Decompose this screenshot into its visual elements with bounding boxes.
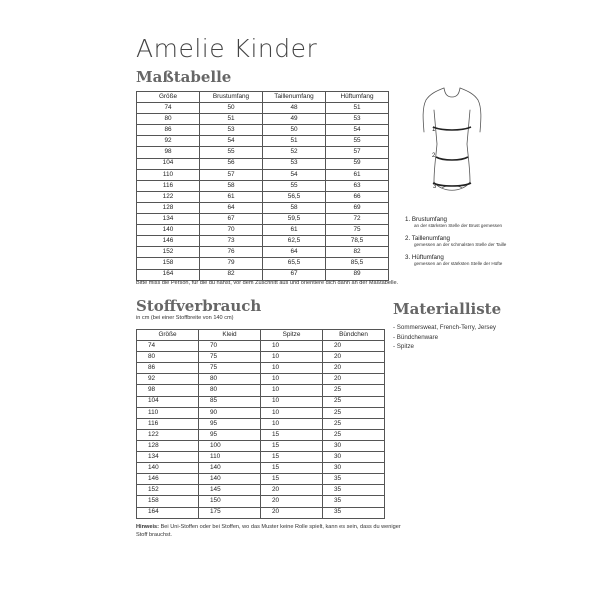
- table-cell: 128: [137, 202, 200, 213]
- legend-item-waist: 2. Taillenumfang gemessen an der schmalsten Stelle der Taille: [405, 234, 507, 248]
- material-item: - Bündchenware: [393, 333, 439, 341]
- table-cell: 75: [199, 352, 261, 363]
- table-row: [137, 180, 389, 191]
- table-cell: 79: [200, 258, 263, 269]
- table-cell: 80: [137, 352, 199, 363]
- table-cell: 100: [199, 440, 261, 451]
- legend-item-hip: 3. Hüftumfang gemessen an der stärksten Stelle der Hüfte: [405, 253, 503, 267]
- table-cell: 146: [137, 474, 199, 485]
- table-cell: 25: [323, 407, 385, 418]
- table-cell: 53: [326, 114, 389, 125]
- table-row: [137, 385, 385, 396]
- materialliste-heading: Materialliste: [393, 300, 502, 318]
- table-cell: 85: [199, 396, 261, 407]
- table-cell: 95: [199, 418, 261, 429]
- table-row: [137, 407, 385, 418]
- table-cell: 82: [200, 269, 263, 280]
- table-row: [137, 158, 389, 169]
- table-row: [137, 363, 385, 374]
- table-cell: 78,5: [326, 236, 389, 247]
- table-row: [137, 496, 385, 507]
- table-cell: 76: [200, 247, 263, 258]
- table-cell: 86: [137, 363, 199, 374]
- table-cell: 20: [261, 507, 323, 518]
- table-cell: 90: [199, 407, 261, 418]
- table-cell: 54: [326, 125, 389, 136]
- table-cell: 110: [199, 452, 261, 463]
- table-row: [137, 452, 385, 463]
- table-cell: 140: [137, 463, 199, 474]
- table-cell: 65,5: [263, 258, 326, 269]
- table-cell: 59: [326, 158, 389, 169]
- masstabelle-heading: Maßtabelle: [136, 68, 232, 86]
- right-torso-outline: [467, 110, 470, 182]
- table-cell: 20: [261, 496, 323, 507]
- table-cell: 15: [261, 440, 323, 451]
- table-cell: 67: [263, 269, 326, 280]
- table-row: [137, 418, 385, 429]
- right-arm-outline: [460, 88, 481, 132]
- table-row: [137, 225, 389, 236]
- table-cell: 25: [323, 429, 385, 440]
- table-cell: 145: [199, 485, 261, 496]
- table-cell: 61: [200, 191, 263, 202]
- table-row: [137, 374, 385, 385]
- table-cell: 55: [200, 147, 263, 158]
- table-cell: 95: [199, 429, 261, 440]
- table-cell: 89: [326, 269, 389, 280]
- material-item: - Sommersweat, French-Terry, Jersey: [393, 324, 497, 331]
- table-cell: 72: [326, 214, 389, 225]
- table-row: [137, 214, 389, 225]
- table-cell: 140: [199, 474, 261, 485]
- table-cell: 74: [137, 103, 200, 114]
- table-cell: 58: [263, 202, 326, 213]
- bust-measurement-line: [433, 127, 471, 130]
- left-arm-outline: [423, 88, 444, 132]
- table-cell: 63: [326, 180, 389, 191]
- document-title: Amelie Kinder: [136, 34, 318, 63]
- table-cell: 59,5: [263, 214, 326, 225]
- table-cell: 20: [323, 352, 385, 363]
- table-cell: 67: [200, 214, 263, 225]
- table-row: [137, 258, 389, 269]
- table-header-row: [137, 92, 389, 103]
- table-cell: 53: [200, 125, 263, 136]
- table-cell: 10: [261, 341, 323, 352]
- table-cell: 25: [323, 418, 385, 429]
- table-cell: 15: [261, 463, 323, 474]
- table-cell: 140: [137, 225, 200, 236]
- hinweis-note: [136, 524, 401, 539]
- table-cell: 80: [199, 385, 261, 396]
- table-cell: 82: [326, 247, 389, 258]
- table-row: [137, 236, 389, 247]
- table-cell: 49: [263, 114, 326, 125]
- hinweis-label: Hinweis:: [136, 524, 160, 530]
- table-cell: 35: [323, 496, 385, 507]
- table-cell: 164: [137, 507, 199, 518]
- stoffverbrauch-subtitle: in cm (bei einer Stoffbreite von 140 cm): [136, 315, 234, 321]
- table-cell: 104: [137, 158, 200, 169]
- table-cell: 20: [323, 363, 385, 374]
- table-row: [137, 429, 385, 440]
- column-header: Größe: [137, 330, 199, 341]
- table-cell: 61: [326, 169, 389, 180]
- column-header: Brustumfang: [200, 92, 263, 103]
- table-cell: 152: [137, 247, 200, 258]
- table-row: [137, 114, 389, 125]
- table-row: [137, 136, 389, 147]
- table-cell: 25: [323, 385, 385, 396]
- table-cell: 86: [137, 125, 200, 136]
- waist-measurement-line: [436, 157, 468, 160]
- table-cell: 51: [263, 136, 326, 147]
- table-cell: 48: [263, 103, 326, 114]
- table-cell: 15: [261, 429, 323, 440]
- table-cell: 110: [137, 169, 200, 180]
- table-cell: 30: [323, 452, 385, 463]
- column-header: Hüftumfang: [326, 92, 389, 103]
- table-row: [137, 202, 389, 213]
- column-header: Größe: [137, 92, 200, 103]
- table-cell: 52: [263, 147, 326, 158]
- marker-1: 1: [432, 127, 436, 133]
- table-cell: 15: [261, 452, 323, 463]
- table-cell: 140: [199, 463, 261, 474]
- table-cell: 54: [263, 169, 326, 180]
- table-cell: 122: [137, 191, 200, 202]
- table-cell: 134: [137, 452, 199, 463]
- table-cell: 57: [326, 147, 389, 158]
- table-cell: 116: [137, 418, 199, 429]
- table-cell: 134: [137, 214, 200, 225]
- table-row: [137, 485, 385, 496]
- table-header-row: [137, 330, 385, 341]
- table-cell: 35: [323, 485, 385, 496]
- table-cell: 175: [199, 507, 261, 518]
- neckline-shape: [444, 88, 460, 97]
- table-row: [137, 147, 389, 158]
- table-cell: 146: [137, 236, 200, 247]
- hinweis-text: Bei Uni-Stoffen oder bei Stoffen, wo das Muster keine Rolle spielt, kann es sein, dass du weniger Stoff brauchst.: [136, 524, 401, 538]
- table-cell: 152: [137, 485, 199, 496]
- table-cell: 58: [200, 180, 263, 191]
- column-header: Taillenumfang: [263, 92, 326, 103]
- table-row: [137, 396, 385, 407]
- table-cell: 25: [323, 396, 385, 407]
- measurement-legend: [405, 216, 565, 273]
- table-cell: 85,5: [326, 258, 389, 269]
- table-cell: 10: [261, 374, 323, 385]
- table-row: [137, 103, 389, 114]
- table-cell: 150: [199, 496, 261, 507]
- column-header: Spitze: [261, 330, 323, 341]
- table-cell: 10: [261, 418, 323, 429]
- table-cell: 20: [261, 485, 323, 496]
- table-row: [137, 125, 389, 136]
- table-cell: 55: [263, 180, 326, 191]
- table-cell: 116: [137, 180, 200, 191]
- table-row: [137, 341, 385, 352]
- marker-2: 2: [432, 153, 436, 159]
- table-row: [137, 247, 389, 258]
- table-cell: 69: [326, 202, 389, 213]
- table-row: [137, 474, 385, 485]
- table-row: [137, 507, 385, 518]
- table-cell: 66: [326, 191, 389, 202]
- table-cell: 30: [323, 440, 385, 451]
- table-cell: 54: [200, 136, 263, 147]
- table-cell: 104: [137, 396, 199, 407]
- materialliste-list: [393, 323, 496, 352]
- table-cell: 35: [323, 507, 385, 518]
- table-cell: 70: [199, 341, 261, 352]
- table-cell: 98: [137, 147, 200, 158]
- table-cell: 30: [323, 463, 385, 474]
- table-cell: 74: [137, 341, 199, 352]
- table-row: [137, 463, 385, 474]
- material-item: - Spitze: [393, 343, 414, 351]
- masstabelle-table: [136, 91, 389, 281]
- table-cell: 10: [261, 352, 323, 363]
- table-cell: 10: [261, 396, 323, 407]
- table-cell: 73: [200, 236, 263, 247]
- table-cell: 158: [137, 496, 199, 507]
- table-cell: 50: [263, 125, 326, 136]
- table-row: [137, 440, 385, 451]
- table-cell: 70: [200, 225, 263, 236]
- table-cell: 20: [323, 374, 385, 385]
- table-row: [137, 352, 385, 363]
- stoffverbrauch-heading: Stoffverbrauch: [136, 297, 262, 315]
- table-cell: 56: [200, 158, 263, 169]
- marker-3: 3: [433, 184, 437, 190]
- table-cell: 15: [261, 474, 323, 485]
- child-torso-illustration: [412, 86, 492, 198]
- table-cell: 51: [200, 114, 263, 125]
- table-cell: 164: [137, 269, 200, 280]
- table-cell: 128: [137, 440, 199, 451]
- table-cell: 62,5: [263, 236, 326, 247]
- table-cell: 80: [137, 114, 200, 125]
- table-cell: 122: [137, 429, 199, 440]
- table-cell: 75: [326, 225, 389, 236]
- table-cell: 35: [323, 474, 385, 485]
- table-row: [137, 169, 389, 180]
- table-row: [137, 269, 389, 280]
- table-cell: 64: [263, 247, 326, 258]
- table-cell: 53: [263, 158, 326, 169]
- table-cell: 10: [261, 407, 323, 418]
- table-cell: 92: [137, 136, 200, 147]
- column-header: Kleid: [199, 330, 261, 341]
- table-cell: 92: [137, 374, 199, 385]
- table-cell: 61: [263, 225, 326, 236]
- hip-measurement-line: [433, 183, 471, 186]
- table-cell: 80: [199, 374, 261, 385]
- table-cell: 55: [326, 136, 389, 147]
- table-cell: 57: [200, 169, 263, 180]
- table-cell: 51: [326, 103, 389, 114]
- left-torso-outline: [434, 110, 437, 182]
- table-row: [137, 191, 389, 202]
- table-cell: 110: [137, 407, 199, 418]
- table-cell: 75: [199, 363, 261, 374]
- table-cell: 20: [323, 341, 385, 352]
- table-cell: 10: [261, 363, 323, 374]
- table-cell: 98: [137, 385, 199, 396]
- table-cell: 64: [200, 202, 263, 213]
- legend-item-bust: 1. Brustumfang an der stärksten Stelle der Brust gemessen: [405, 216, 503, 229]
- body-measurement-figure: [412, 86, 492, 203]
- table-cell: 50: [200, 103, 263, 114]
- column-header: Bündchen: [323, 330, 385, 341]
- table-cell: 158: [137, 258, 200, 269]
- stoffverbrauch-table: [136, 329, 385, 519]
- table-cell: 56,5: [263, 191, 326, 202]
- measurement-note: Bitte miss die Person, für die du nähst, vor dem Zuschnitt aus und orientiere dich dann an der Maßtabelle.: [136, 280, 399, 286]
- table-cell: 10: [261, 385, 323, 396]
